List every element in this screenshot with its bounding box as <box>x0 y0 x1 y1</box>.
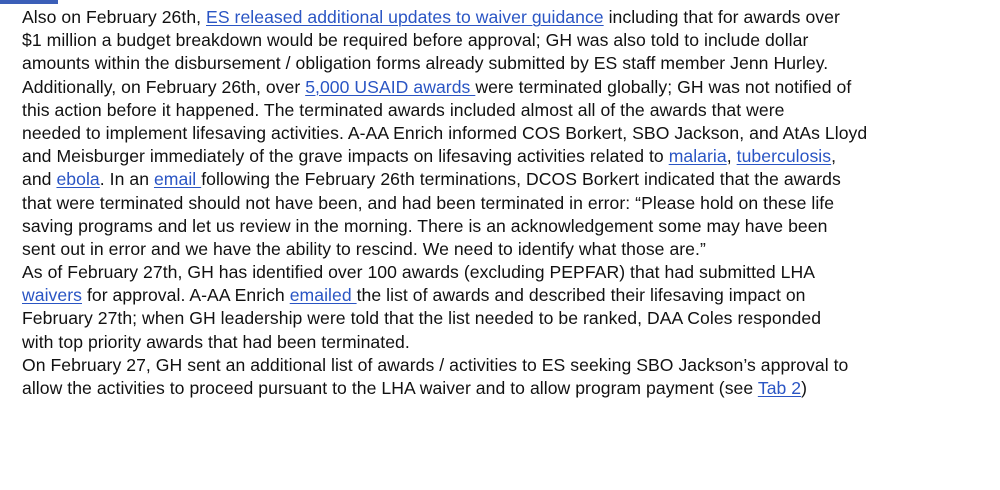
text-segment: $1 million a budget breakdown would be required before approval; GH was also told to include dollar <box>22 30 809 51</box>
text-segment: . In an <box>99 169 154 190</box>
text-segment: , <box>726 146 737 167</box>
text-segment: with top priority awards that had been terminated. <box>22 331 410 352</box>
text-line <box>22 284 997 307</box>
text-segment: Also on February 26th, <box>22 7 207 27</box>
text-segment: allow the activities to proceed pursuant to the LHA waiver and to allow program payment (see <box>22 378 758 398</box>
text-line <box>22 192 997 215</box>
text-segment: and <box>22 169 57 190</box>
link-ebola[interactable]: ebola <box>56 169 100 190</box>
text-segment: Additionally, on February 26th, over <box>22 76 306 97</box>
link-tuberculosis[interactable]: tuberculosis <box>736 146 832 167</box>
link-emailed[interactable]: emailed <box>289 285 357 306</box>
text-segment: ) <box>801 378 808 398</box>
text-segment: were terminated globally; GH was not notified of <box>475 76 852 97</box>
text-segment: On February 27, GH sent an additional list of awards / activities to ES seeking SBO Jackson’s approval to <box>22 354 849 375</box>
text-line <box>22 238 997 261</box>
text-line <box>22 6 997 29</box>
link-es-released-additional-updates-to-waiver-guidance[interactable]: ES released additional updates to waiver guidance <box>206 7 604 27</box>
text-segment: this action before it happened. The terminated awards included almost all of the awards that were <box>22 99 785 120</box>
text-line <box>22 331 997 354</box>
text-line <box>22 122 997 145</box>
text-segment: sent out in error and we have the ability to rescind. We need to identify what those are.” <box>22 238 706 259</box>
text-line <box>22 52 997 75</box>
link-tab-2[interactable]: Tab 2 <box>757 378 802 398</box>
text-segment: As of February 27th, GH has identified over 100 awards (excluding PEPFAR) that had submitted LHA <box>22 262 816 283</box>
text-segment: amounts within the disbursement / obligation forms already submitted by ES staff member Jenn Hurley. <box>22 53 829 74</box>
text-segment: including that for awards over <box>603 7 840 27</box>
text-segment: saving programs and let us review in the morning. There is an acknowledgement some may have been <box>22 215 828 236</box>
text-segment: , <box>831 146 837 167</box>
text-line <box>22 29 997 52</box>
text-line <box>22 76 997 99</box>
text-segment: for approval. A-AA Enrich <box>82 285 290 306</box>
link-email[interactable]: email <box>153 169 202 190</box>
text-line <box>22 215 997 238</box>
document-body <box>22 6 997 400</box>
text-segment: the list of awards and described their lifesaving impact on <box>356 285 806 306</box>
text-segment: needed to implement lifesaving activities. A-AA Enrich informed COS Borkert, SBO Jackson, and AtAs Lloyd <box>22 122 868 143</box>
text-line <box>22 145 997 168</box>
text-line <box>22 307 997 330</box>
text-line <box>22 377 997 400</box>
text-line <box>22 99 997 122</box>
text-segment: that were terminated should not have been, and had been terminated in error: “Please hold on these life <box>22 192 835 213</box>
text-line <box>22 168 997 191</box>
text-line <box>22 354 997 377</box>
text-line <box>22 261 997 284</box>
text-segment: following the February 26th terminations, DCOS Borkert indicated that the awards <box>201 169 841 190</box>
link-waivers[interactable]: waivers <box>22 285 82 306</box>
link-malaria[interactable]: malaria <box>668 146 727 167</box>
text-segment: February 27th; when GH leadership were told that the list needed to be ranked, DAA Coles responded <box>22 308 822 329</box>
text-segment: and Meisburger immediately of the grave impacts on lifesaving activities related to <box>22 146 669 167</box>
link-5-000-usaid-awards[interactable]: 5,000 USAID awards <box>305 76 476 97</box>
top-edge-marker <box>0 0 58 4</box>
